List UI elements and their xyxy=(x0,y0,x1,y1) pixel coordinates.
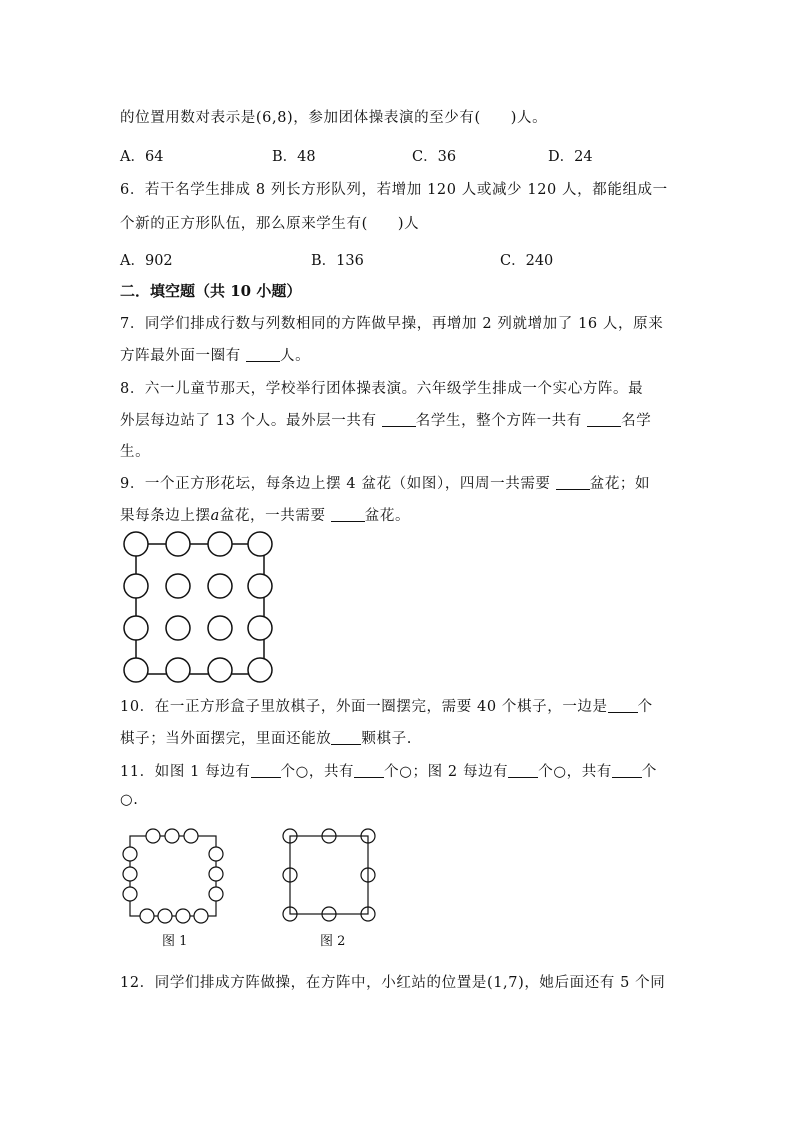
answer-blank[interactable] xyxy=(382,412,416,427)
q6-option-c: C．240 xyxy=(500,253,554,269)
flower-circle xyxy=(248,574,272,598)
answer-blank[interactable] xyxy=(331,507,365,522)
flower-circle xyxy=(248,532,272,556)
figure-2-label: 图 2 xyxy=(320,934,346,949)
flower-circle xyxy=(124,532,148,556)
answer-blank[interactable] xyxy=(331,730,361,745)
figure-circle xyxy=(123,887,137,901)
q9-line-2: 果每条边上摆a盆花，一共需要 盆花。 xyxy=(120,508,411,524)
figure-1 xyxy=(120,826,230,926)
q10-line-1: 10．在一正方形盒子里放棋子，外面一圈摆完，需要 40 个棋子，一边是 个 xyxy=(120,699,653,715)
flower-circle xyxy=(208,616,232,640)
q7-line-2: 方阵最外面一圈有 人。 xyxy=(120,348,311,364)
figure-circle xyxy=(209,847,223,861)
q6-option-a: A．902 xyxy=(120,253,173,269)
q8-line-2: 外层每边站了 13 个人。最外层一共有 名学生，整个方阵一共有 名学 xyxy=(120,413,652,429)
flower-bed-figure xyxy=(120,530,280,690)
flower-circle xyxy=(166,574,190,598)
square-outline xyxy=(130,836,216,916)
figure-circle xyxy=(209,867,223,881)
figure-1-label: 图 1 xyxy=(162,934,188,949)
flower-circle xyxy=(208,532,232,556)
answer-blank[interactable] xyxy=(246,347,280,362)
answer-blank[interactable] xyxy=(508,763,538,778)
q7-line-1: 7．同学们排成行数与列数相同的方阵做早操，再增加 2 列就增加了 16 人，原来 xyxy=(120,316,664,332)
flower-circle xyxy=(166,532,190,556)
flower-circle xyxy=(166,658,190,682)
figure-circle xyxy=(146,829,160,843)
figure-2 xyxy=(278,826,378,926)
q6-line-1: 6．若干名学生排成 8 列长方形队列，若增加 120 人或减少 120 人，都能组成一 xyxy=(120,182,668,198)
flower-circle xyxy=(124,616,148,640)
q9-line-1: 9．一个正方形花坛，每条边上摆 4 盆花（如图），四周一共需要 盆花；如 xyxy=(120,476,651,492)
flower-circle xyxy=(208,574,232,598)
square-outline xyxy=(136,544,264,674)
figure-circle xyxy=(123,867,137,881)
answer-blank[interactable] xyxy=(556,475,590,490)
q10-line-2: 棋子；当外面摆完，里面还能放 颗棋子. xyxy=(120,731,412,747)
q8-line-1: 8．六一儿童节那天，学校举行团体操表演。六年级学生排成一个实心方阵。最 xyxy=(120,381,644,397)
flower-circle xyxy=(124,658,148,682)
section-title-fill-in: 二．填空题（共 10 小题） xyxy=(120,282,302,300)
figure-circle xyxy=(140,909,154,923)
square-outline xyxy=(290,836,368,914)
q11-line-2: ○. xyxy=(120,792,139,808)
flower-circle xyxy=(248,658,272,682)
figure-circle xyxy=(184,829,198,843)
answer-blank[interactable] xyxy=(612,763,642,778)
flower-circle xyxy=(124,574,148,598)
answer-blank[interactable] xyxy=(354,763,384,778)
q5-option-c: C．36 xyxy=(412,149,457,165)
q6-line-2: 个新的正方形队伍，那么原来学生有( )人 xyxy=(120,216,420,232)
q12-line-1: 12．同学们排成方阵做操，在方阵中，小红站的位置是(1,7)，她后面还有 5 个同 xyxy=(120,975,666,991)
flower-circle xyxy=(248,616,272,640)
figure-circle xyxy=(176,909,190,923)
flower-circle xyxy=(208,658,232,682)
figure-circle xyxy=(209,887,223,901)
answer-blank[interactable] xyxy=(587,412,621,427)
q5-line-1: 的位置用数对表示是(6,8)，参加团体操表演的至少有( )人。 xyxy=(120,110,548,126)
q11-line-1: 11．如图 1 每边有 个○，共有 个○；图 2 每边有 个○，共有 个 xyxy=(120,764,658,780)
q5-option-b: B．48 xyxy=(272,149,316,165)
figure-circle xyxy=(194,909,208,923)
answer-blank[interactable] xyxy=(251,763,281,778)
figure-circle xyxy=(165,829,179,843)
q8-line-3: 生。 xyxy=(120,444,151,460)
q6-option-b: B．136 xyxy=(311,253,364,269)
q5-option-d: D．24 xyxy=(548,149,593,165)
q5-option-a: A．64 xyxy=(120,149,164,165)
figure-circle xyxy=(123,847,137,861)
answer-blank[interactable] xyxy=(608,698,638,713)
figure-circle xyxy=(158,909,172,923)
flower-circle xyxy=(166,616,190,640)
